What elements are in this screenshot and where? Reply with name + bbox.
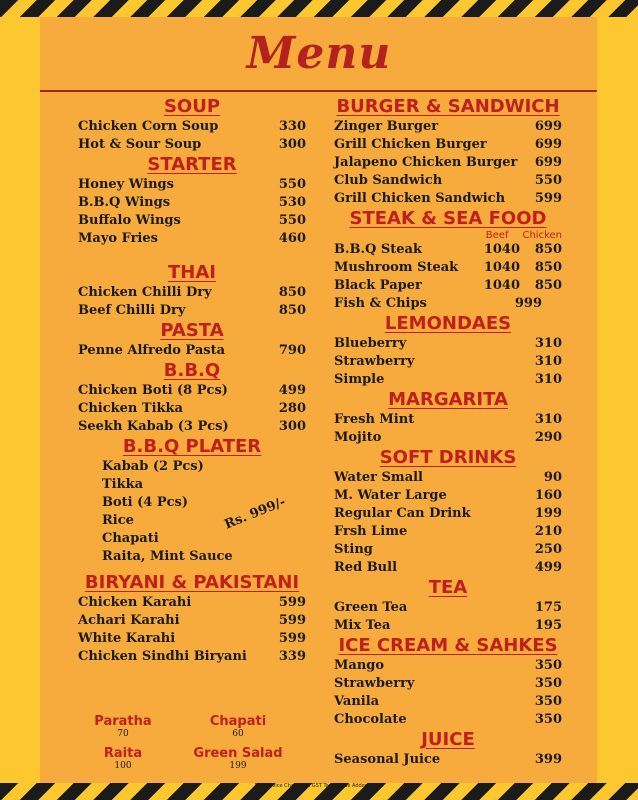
- beef-label: Beef: [485, 230, 509, 241]
- item-price: 350: [534, 712, 562, 727]
- menu-item: [334, 295, 562, 313]
- item-name: Fresh Mint: [334, 412, 415, 427]
- item-price: 350: [534, 694, 562, 709]
- item-price: 160: [534, 488, 562, 503]
- item-price: 310: [534, 412, 562, 427]
- item-name: M. Water Large: [334, 488, 447, 503]
- section-heading-burger: BURGER & SANDWICH: [336, 96, 560, 117]
- item-name: Penne Alfredo Pasta: [78, 343, 226, 358]
- item-price: 175: [534, 600, 562, 615]
- item-name: Strawberry: [334, 354, 415, 369]
- menu-item: [334, 190, 562, 208]
- item-price-chicken: 850: [534, 260, 562, 275]
- item-name: Frsh Lime: [334, 524, 408, 539]
- item-price: 330: [278, 119, 306, 134]
- section-heading-pasta: PASTA: [160, 320, 224, 341]
- side-items: [78, 714, 306, 776]
- menu-item: [78, 382, 306, 400]
- menu-item: [334, 277, 562, 295]
- item-name: B.B.Q Wings: [78, 195, 171, 210]
- item-price-chicken: 850: [534, 278, 562, 293]
- side-item: [188, 746, 288, 772]
- item-name: Water Small: [334, 470, 423, 485]
- item-price: 310: [534, 372, 562, 387]
- item-price: 290: [534, 430, 562, 445]
- menu-item: [334, 541, 562, 559]
- item-price: 850: [278, 285, 306, 300]
- menu-item: [334, 469, 562, 487]
- item-price: 350: [534, 676, 562, 691]
- menu-item: [334, 371, 562, 389]
- item-name: Sting: [334, 542, 373, 557]
- section-heading-bbq-plater: B.B.Q PLATER: [122, 436, 262, 457]
- item-name: Grill Chicken Sandwich: [334, 191, 506, 206]
- menu-item: [334, 693, 562, 711]
- footer-note: 5% Service Charges & GST Tax Will Be Added In Bill: [254, 783, 384, 789]
- item-name: Mango: [334, 658, 385, 673]
- section-heading-juice: JUICE: [421, 729, 475, 750]
- side-name: Raita: [103, 746, 143, 761]
- menu-item: [334, 335, 562, 353]
- title-divider: [40, 90, 597, 92]
- item-price: 790: [278, 343, 306, 358]
- side-price: 60: [232, 729, 244, 739]
- menu-item: [78, 212, 306, 230]
- menu-item: [334, 136, 562, 154]
- item-name: Chocolate: [334, 712, 407, 727]
- side-item: [78, 746, 168, 772]
- plater-list: [78, 458, 306, 566]
- item-price-chicken: 850: [534, 242, 562, 257]
- menu-item: [78, 648, 306, 666]
- hazard-stripe-top: [0, 0, 638, 17]
- item-name: Blueberry: [334, 336, 407, 351]
- item-price: 90: [543, 470, 562, 485]
- chicken-label: Chicken: [522, 230, 562, 241]
- side-price: 199: [229, 761, 247, 771]
- section-heading-steak: STEAK & SEA FOOD: [349, 208, 547, 229]
- item-name: Chicken Karahi: [78, 595, 192, 610]
- item-price: 280: [278, 401, 306, 416]
- item-price: 699: [534, 119, 562, 134]
- menu-item: [78, 342, 306, 360]
- item-price: 339: [278, 649, 306, 664]
- plater-item: Raita, Mint Sauce: [102, 549, 233, 564]
- item-name: B.B.Q Steak: [334, 242, 422, 257]
- menu-item: [78, 284, 306, 302]
- item-name: Chicken Sindhi Biryani: [78, 649, 247, 664]
- side-name: Green Salad: [193, 746, 283, 761]
- menu-item: [334, 617, 562, 635]
- item-price: 499: [534, 560, 562, 575]
- menu-item: [334, 411, 562, 429]
- item-name: Vanila: [334, 694, 380, 709]
- menu-item: [334, 154, 562, 172]
- menu-item: [334, 559, 562, 577]
- item-price: 699: [534, 137, 562, 152]
- section-heading-ice-cream: ICE CREAM & SAHKES: [338, 635, 558, 656]
- item-name: Achari Karahi: [78, 613, 180, 628]
- menu-item: [334, 505, 562, 523]
- item-price-beef: 1040: [483, 260, 520, 275]
- menu-item: [78, 630, 306, 648]
- item-name: Beef Chilli Dry: [78, 303, 186, 318]
- plater-price: Rs. 999/-: [222, 494, 288, 533]
- plater-item: Tikka: [102, 477, 144, 492]
- item-price-empty: [542, 295, 562, 313]
- spacer: [78, 248, 306, 262]
- section-heading-biryani: BIRYANI & PAKISTANI: [84, 572, 300, 593]
- section-heading-thai: THAI: [168, 262, 216, 283]
- side-price: 70: [117, 729, 129, 739]
- menu-item: [78, 118, 306, 136]
- item-price: 300: [278, 419, 306, 434]
- side-name: Paratha: [94, 714, 152, 729]
- plater-item: Boti (4 Pcs): [102, 495, 189, 510]
- item-name: Mojito: [334, 430, 382, 445]
- menu-item: [78, 230, 306, 248]
- left-column: [78, 96, 306, 666]
- item-name: Jalapeno Chicken Burger: [334, 155, 518, 170]
- menu-item: [334, 675, 562, 693]
- menu-item: [334, 172, 562, 190]
- menu-item: [78, 194, 306, 212]
- item-price-beef: 1040: [483, 278, 520, 293]
- item-price: 310: [534, 336, 562, 351]
- section-heading-starter: STARTER: [147, 154, 237, 175]
- item-price: 599: [278, 631, 306, 646]
- item-name: Simple: [334, 372, 385, 387]
- item-price: 599: [278, 595, 306, 610]
- item-price: 550: [278, 177, 306, 192]
- item-price: 499: [278, 383, 306, 398]
- item-price: 350: [534, 658, 562, 673]
- menu-item: [78, 136, 306, 154]
- menu-item: [334, 118, 562, 136]
- menu-item: [334, 751, 562, 769]
- steak-column-headers: [334, 230, 562, 241]
- menu-item: [78, 400, 306, 418]
- plater-item: Kabab (2 Pcs): [102, 459, 204, 474]
- item-price: 599: [278, 613, 306, 628]
- item-name: Hot & Sour Soup: [78, 137, 202, 152]
- item-price: 550: [534, 173, 562, 188]
- menu-item: [78, 176, 306, 194]
- menu-item: [78, 418, 306, 436]
- menu-item: [334, 599, 562, 617]
- menu-item: [334, 523, 562, 541]
- menu-item: [334, 353, 562, 371]
- item-price: 199: [534, 506, 562, 521]
- item-name: Black Paper: [334, 278, 422, 293]
- menu-item: [334, 487, 562, 505]
- item-price: 300: [278, 137, 306, 152]
- menu-item: [334, 657, 562, 675]
- item-name: Seasonal Juice: [334, 752, 441, 767]
- item-name: Honey Wings: [78, 177, 174, 192]
- item-price: 195: [534, 618, 562, 633]
- item-name: Chicken Corn Soup: [78, 119, 219, 134]
- menu-item: [334, 259, 562, 277]
- side-price: 100: [114, 761, 132, 771]
- item-name: Red Bull: [334, 560, 398, 575]
- menu-item: [78, 612, 306, 630]
- item-name: Green Tea: [334, 600, 408, 615]
- item-price: 550: [278, 213, 306, 228]
- item-name: Seekh Kabab (3 Pcs): [78, 419, 229, 434]
- plater-item: Rice: [102, 513, 134, 528]
- item-price: 210: [534, 524, 562, 539]
- menu-item: [78, 302, 306, 320]
- item-name: Club Sandwich: [334, 173, 443, 188]
- section-heading-margarita: MARGARITA: [388, 389, 508, 410]
- item-price: 999: [514, 296, 542, 311]
- item-price: 250: [534, 542, 562, 557]
- item-name: Mix Tea: [334, 618, 391, 633]
- item-name: Grill Chicken Burger: [334, 137, 487, 152]
- right-column: [334, 96, 562, 769]
- section-heading-bbq: B.B.Q: [163, 360, 221, 381]
- item-price: 399: [534, 752, 562, 767]
- item-price: 850: [278, 303, 306, 318]
- item-name: Chicken Boti (8 Pcs): [78, 383, 228, 398]
- item-price: 310: [534, 354, 562, 369]
- section-heading-lemonade: LEMONDAES: [384, 313, 512, 334]
- item-price: 599: [534, 191, 562, 206]
- menu-item: [334, 241, 562, 259]
- side-item: [198, 714, 278, 740]
- menu-item: [78, 594, 306, 612]
- item-name: Strawberry: [334, 676, 415, 691]
- menu-item: [334, 429, 562, 447]
- item-name: Chicken Chilli Dry: [78, 285, 212, 300]
- item-name: Mayo Fries: [78, 231, 158, 246]
- item-price-beef: 1040: [483, 242, 520, 257]
- side-item: [78, 714, 168, 740]
- menu-item: [334, 711, 562, 729]
- item-name: Chicken Tikka: [78, 401, 183, 416]
- item-price: 530: [278, 195, 306, 210]
- item-name: Mushroom Steak: [334, 260, 459, 275]
- side-name: Chapati: [209, 714, 267, 729]
- item-name: White Karahi: [78, 631, 176, 646]
- section-heading-soft-drinks: SOFT DRINKS: [379, 447, 517, 468]
- menu-title: Menu: [246, 28, 392, 79]
- item-name: Buffalo Wings: [78, 213, 181, 228]
- plater-item: Chapati: [102, 531, 159, 546]
- item-name: Zinger Burger: [334, 119, 439, 134]
- section-heading-soup: SOUP: [163, 96, 221, 117]
- item-name: Fish & Chips: [334, 296, 427, 311]
- item-price: 699: [534, 155, 562, 170]
- item-price: 460: [278, 231, 306, 246]
- section-heading-tea: TEA: [428, 577, 468, 598]
- item-name: Regular Can Drink: [334, 506, 471, 521]
